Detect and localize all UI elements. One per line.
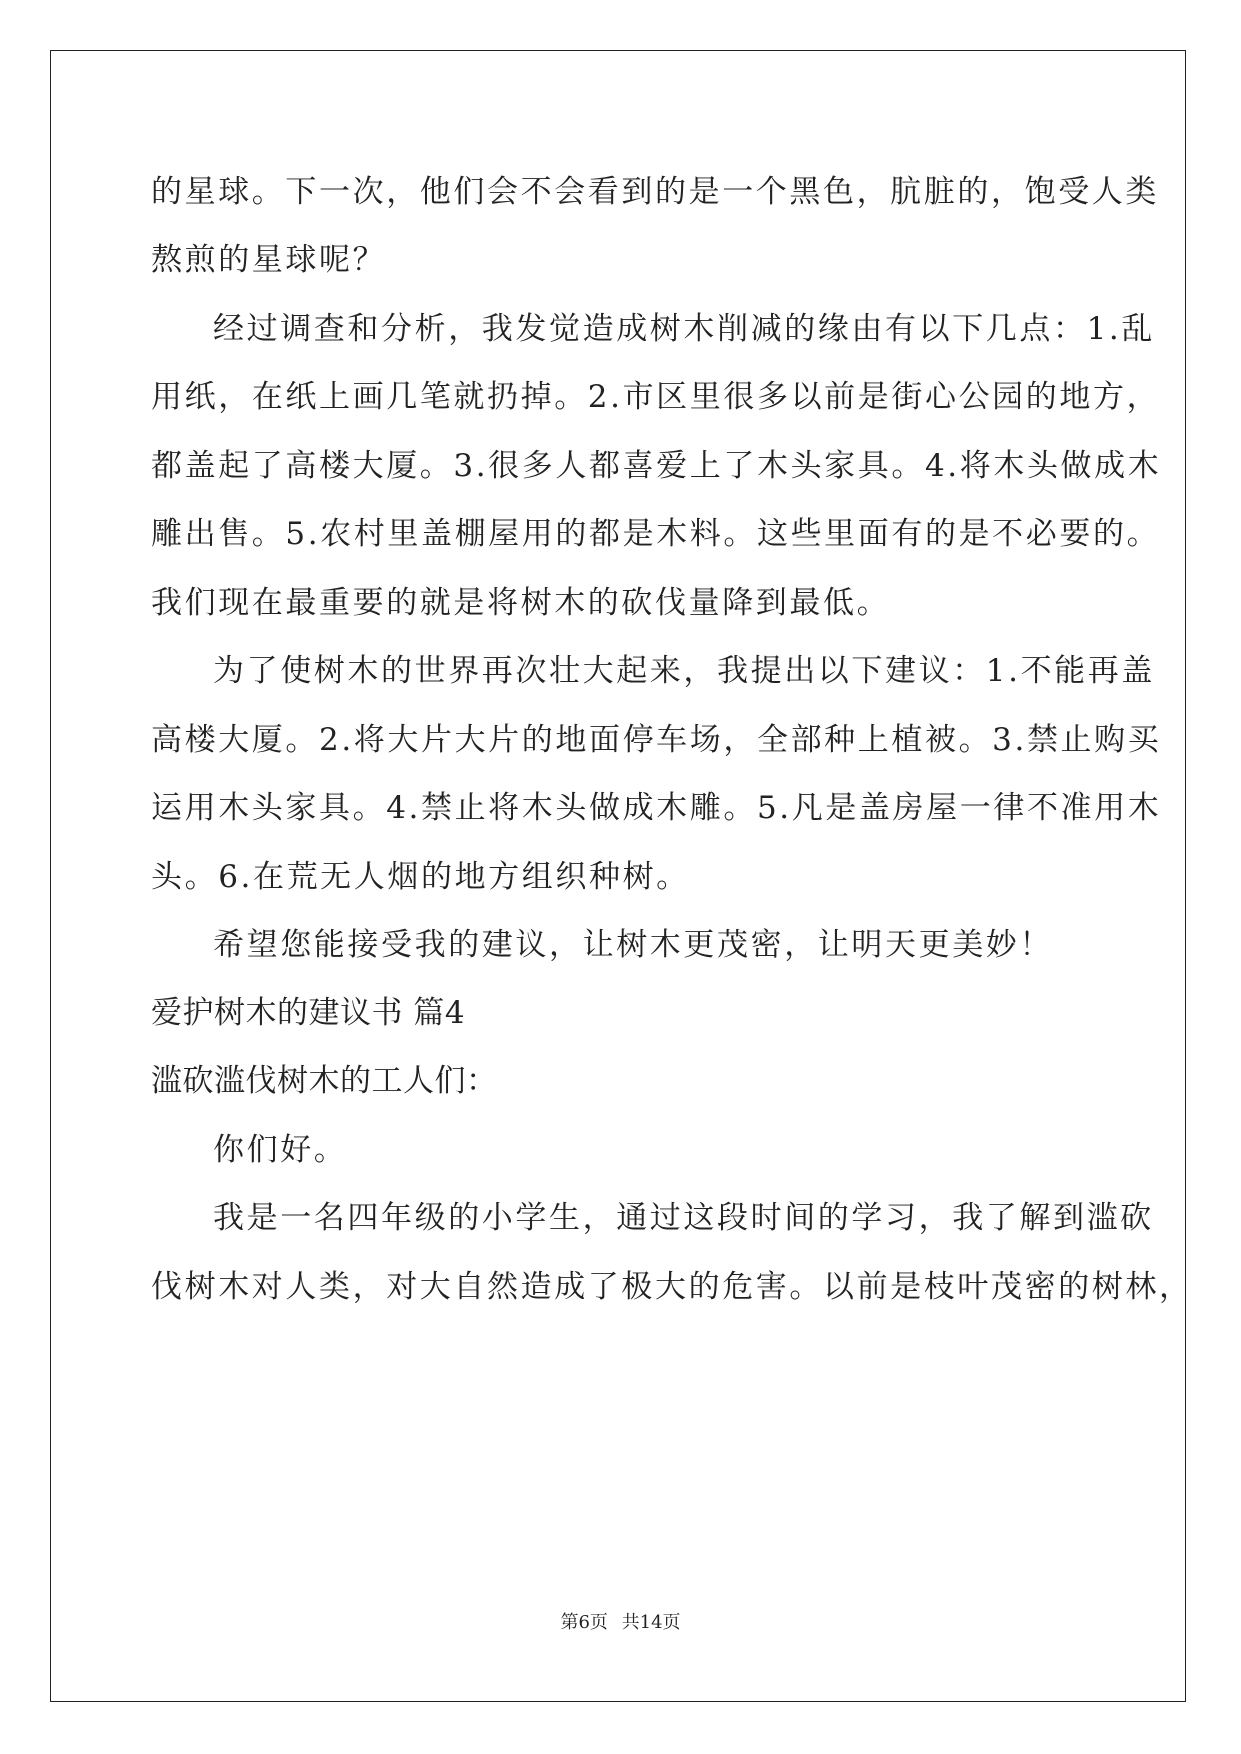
paragraph-line: 为了使树木的世界再次壮大起来，我提出以下建议：1.不能再盖 — [213, 653, 1155, 689]
section-heading: 爱护树木的建议书 篇4 — [151, 995, 466, 1031]
paragraph-line: 我们现在最重要的就是将树木的砍伐量降到最低。 — [151, 585, 891, 621]
paragraph-line: 我是一名四年级的小学生，通过这段时间的学习，我了解到滥砍 — [213, 1200, 1154, 1236]
paragraph-line: 伐树木对人类，对大自然造成了极大的危害。以前是枝叶茂密的树林， — [151, 1269, 1193, 1305]
paragraph-line: 用纸，在纸上画几笔就扔掉。2.市区里很多以前是街心公园的地方， — [151, 379, 1161, 415]
page-number: 第6页 — [560, 1612, 608, 1633]
paragraph-line: 雕出售。5.农村里盖棚屋用的都是木料。这些里面有的是不必要的。 — [151, 516, 1161, 552]
page-footer — [0, 1611, 1241, 1635]
paragraph-line: 高楼大厦。2.将大片大片的地面停车场，全部种上植被。3.禁止购买 — [151, 722, 1162, 758]
paragraph-line: 经过调查和分析，我发觉造成树木削减的缘由有以下几点：1.乱 — [213, 311, 1155, 347]
paragraph-line: 都盖起了高楼大厦。3.很多人都喜爱上了木头家具。4.将木头做成木 — [151, 448, 1162, 484]
paragraph-line: 运用木头家具。4.禁止将木头做成木雕。5.凡是盖房屋一律不准用木 — [151, 790, 1162, 826]
paragraph-line: 头。6.在荒无人烟的地方组织种树。 — [151, 859, 690, 895]
paragraph-line: 熬煎的星球呢？ — [151, 242, 387, 278]
paragraph-line: 希望您能接受我的建议，让树木更茂密，让明天更美妙！ — [213, 927, 1053, 963]
page-total: 共14页 — [621, 1612, 681, 1633]
salutation: 滥砍滥伐树木的工人们： — [151, 1063, 498, 1099]
paragraph-line: 的星球。下一次，他们会不会看到的是一个黑色，肮脏的，饱受人类 — [151, 174, 1159, 210]
greeting-line: 你们好。 — [213, 1132, 348, 1168]
